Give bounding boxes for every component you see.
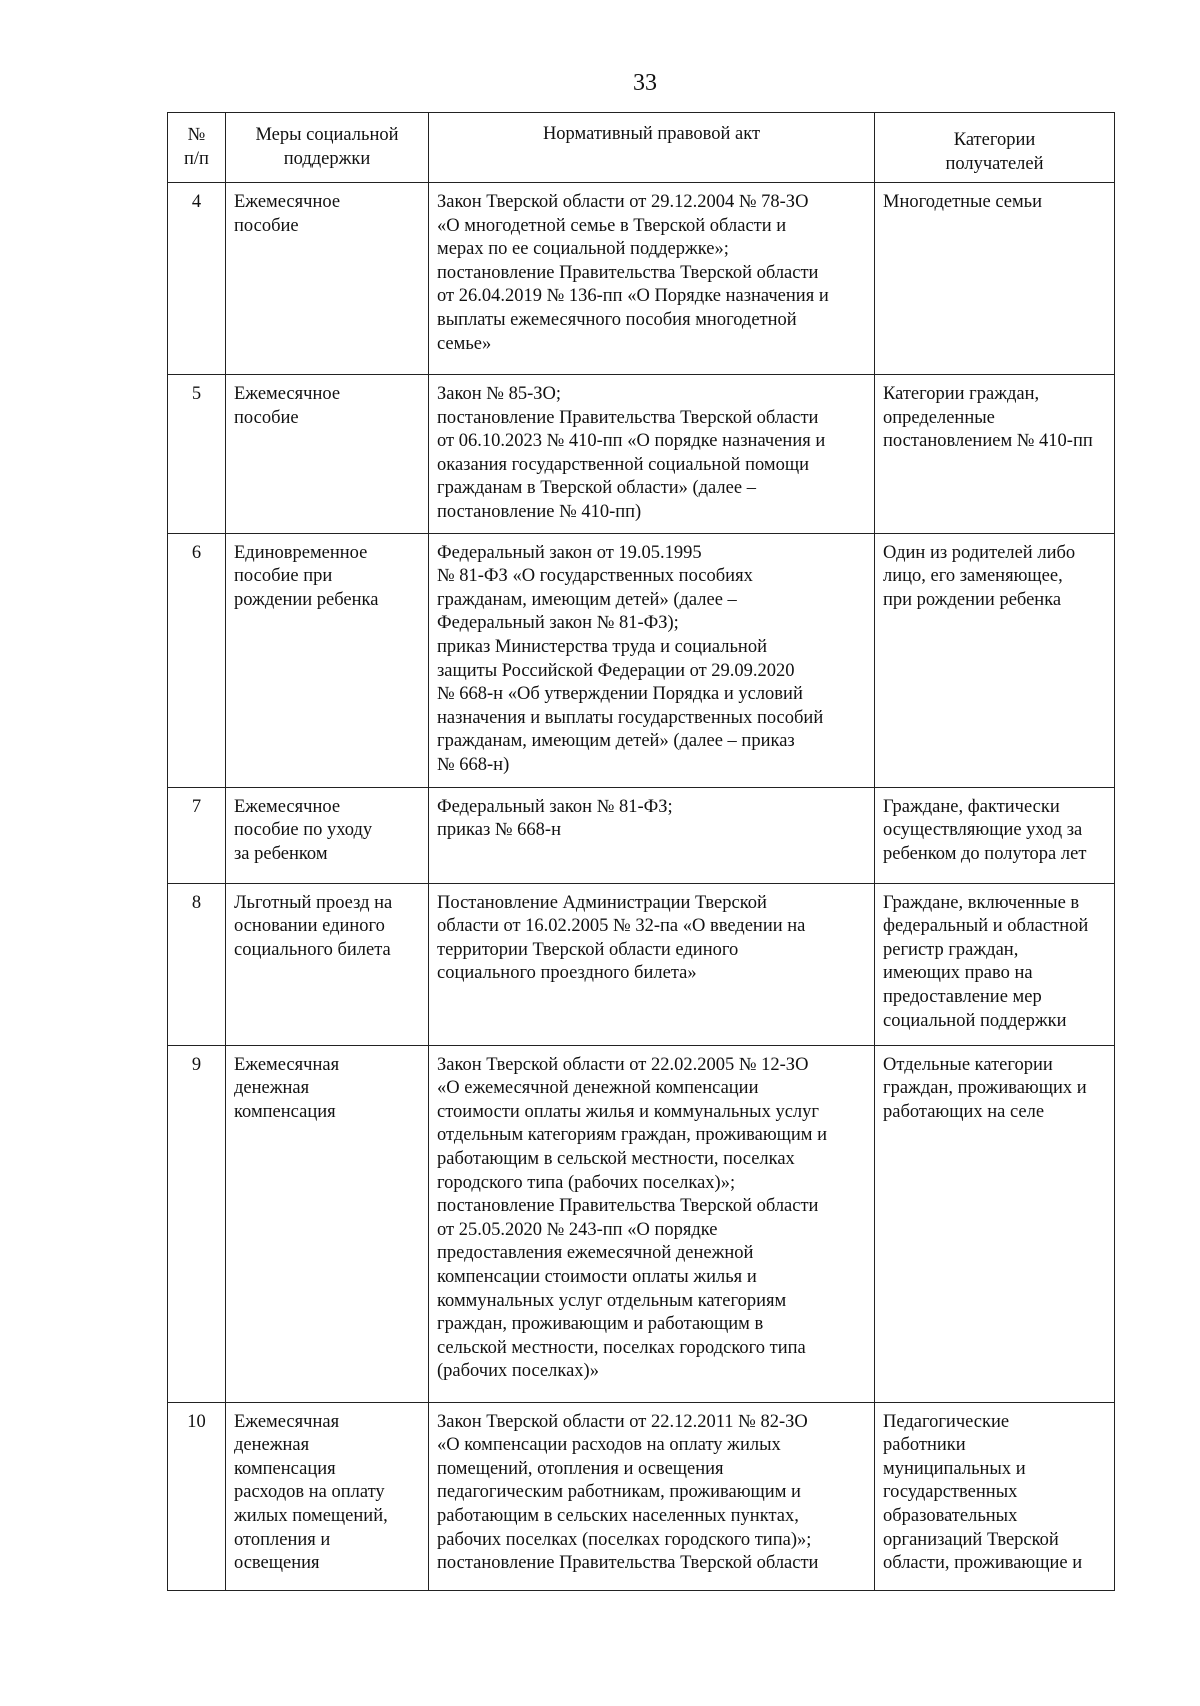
header-number: № п/п (168, 113, 226, 183)
row-number: 7 (168, 787, 226, 883)
page-number: 33 (633, 70, 657, 96)
row-number: 8 (168, 883, 226, 1045)
table-row (168, 533, 1115, 787)
row-number: 4 (168, 183, 226, 375)
row-category: Граждане, включенные в федеральный и областной регистр граждан, имеющих право на предоставление мер социальной поддержки (875, 883, 1115, 1045)
table-row (168, 787, 1115, 883)
row-legal-act: Федеральный закон № 81-ФЗ; приказ № 668-н (429, 787, 875, 883)
row-legal-act: Постановление Администрации Тверской области от 16.02.2005 № 32-па «О введении на территории Тверской области единого социального проездного билета» (429, 883, 875, 1045)
table-row (168, 1402, 1115, 1590)
row-category: Многодетные семьи (875, 183, 1115, 375)
row-number: 5 (168, 375, 226, 534)
row-legal-act: Закон Тверской области от 22.02.2005 № 12-ЗО «О ежемесячной денежной компенсации стоимости оплаты жилья и коммунальных услуг отдельным категориям граждан, проживающим и работающим в сельской местности, поселках городского типа (рабочих поселках)»; постановление Правительства Тверской области от 25.05.2020 № 243-пп «О порядке предоставления ежемесячной денежной компенсации стоимости оплаты жилья и коммунальных услуг отдельным категориям граждан, проживающим и работающим в сельской местности, поселках городского типа (рабочих поселках)» (429, 1045, 875, 1402)
row-legal-act: Закон Тверской области от 29.12.2004 № 78-ЗО «О многодетной семье в Тверской области и мерах по ее социальной поддержке»; постановление Правительства Тверской области от 26.04.2019 № 136-пп «О Порядке назначения и выплаты ежемесячного пособия многодетной семье» (429, 183, 875, 375)
social-support-table (167, 112, 1115, 1591)
row-measure: Ежемесячное пособие (226, 375, 429, 534)
row-number: 6 (168, 533, 226, 787)
row-measure: Ежемесячная денежная компенсация (226, 1045, 429, 1402)
table-row (168, 1045, 1115, 1402)
row-number: 9 (168, 1045, 226, 1402)
row-number: 10 (168, 1402, 226, 1590)
row-legal-act: Федеральный закон от 19.05.1995 № 81-ФЗ «О государственных пособиях гражданам, имеющим детей» (далее – Федеральный закон № 81-ФЗ); приказ Министерства труда и социальной защиты Российской Федерации от 29.09.2020 № 668-н «Об утверждении Порядка и условий назначения и выплаты государственных пособий гражданам, имеющим детей» (далее – приказ № 668-н) (429, 533, 875, 787)
row-measure: Единовременное пособие при рождении ребенка (226, 533, 429, 787)
table-row (168, 183, 1115, 375)
row-category: Категории граждан, определенные постановлением № 410-пп (875, 375, 1115, 534)
row-measure: Ежемесячное пособие (226, 183, 429, 375)
row-category: Граждане, фактически осуществляющие уход за ребенком до полутора лет (875, 787, 1115, 883)
header-measure: Меры социальной поддержки (226, 113, 429, 183)
table-header-row (168, 113, 1115, 183)
row-legal-act: Закон Тверской области от 22.12.2011 № 82-ЗО «О компенсации расходов на оплату жилых помещений, отопления и освещения педагогическим работникам, проживающим и работающим в сельских населенных пунктах, рабочих поселках (поселках городского типа)»; постановление Правительства Тверской области (429, 1402, 875, 1590)
header-category: Категории получателей (875, 113, 1115, 183)
row-category: Отдельные категории граждан, проживающих и работающих на селе (875, 1045, 1115, 1402)
row-category: Один из родителей либо лицо, его заменяющее, при рождении ребенка (875, 533, 1115, 787)
table-row (168, 883, 1115, 1045)
header-legal-act: Нормативный правовой акт (429, 113, 875, 183)
row-legal-act: Закон № 85-ЗО; постановление Правительства Тверской области от 06.10.2023 № 410-пп «О порядке назначения и оказания государственной социальной помощи гражданам в Тверской области» (далее – постановление № 410-пп) (429, 375, 875, 534)
row-measure: Ежемесячное пособие по уходу за ребенком (226, 787, 429, 883)
table-row (168, 375, 1115, 534)
row-measure: Ежемесячная денежная компенсация расходов на оплату жилых помещений, отопления и освещения (226, 1402, 429, 1590)
row-measure: Льготный проезд на основании единого социального билета (226, 883, 429, 1045)
row-category: Педагогические работники муниципальных и государственных образовательных организаций Тверской области, проживающие и (875, 1402, 1115, 1590)
